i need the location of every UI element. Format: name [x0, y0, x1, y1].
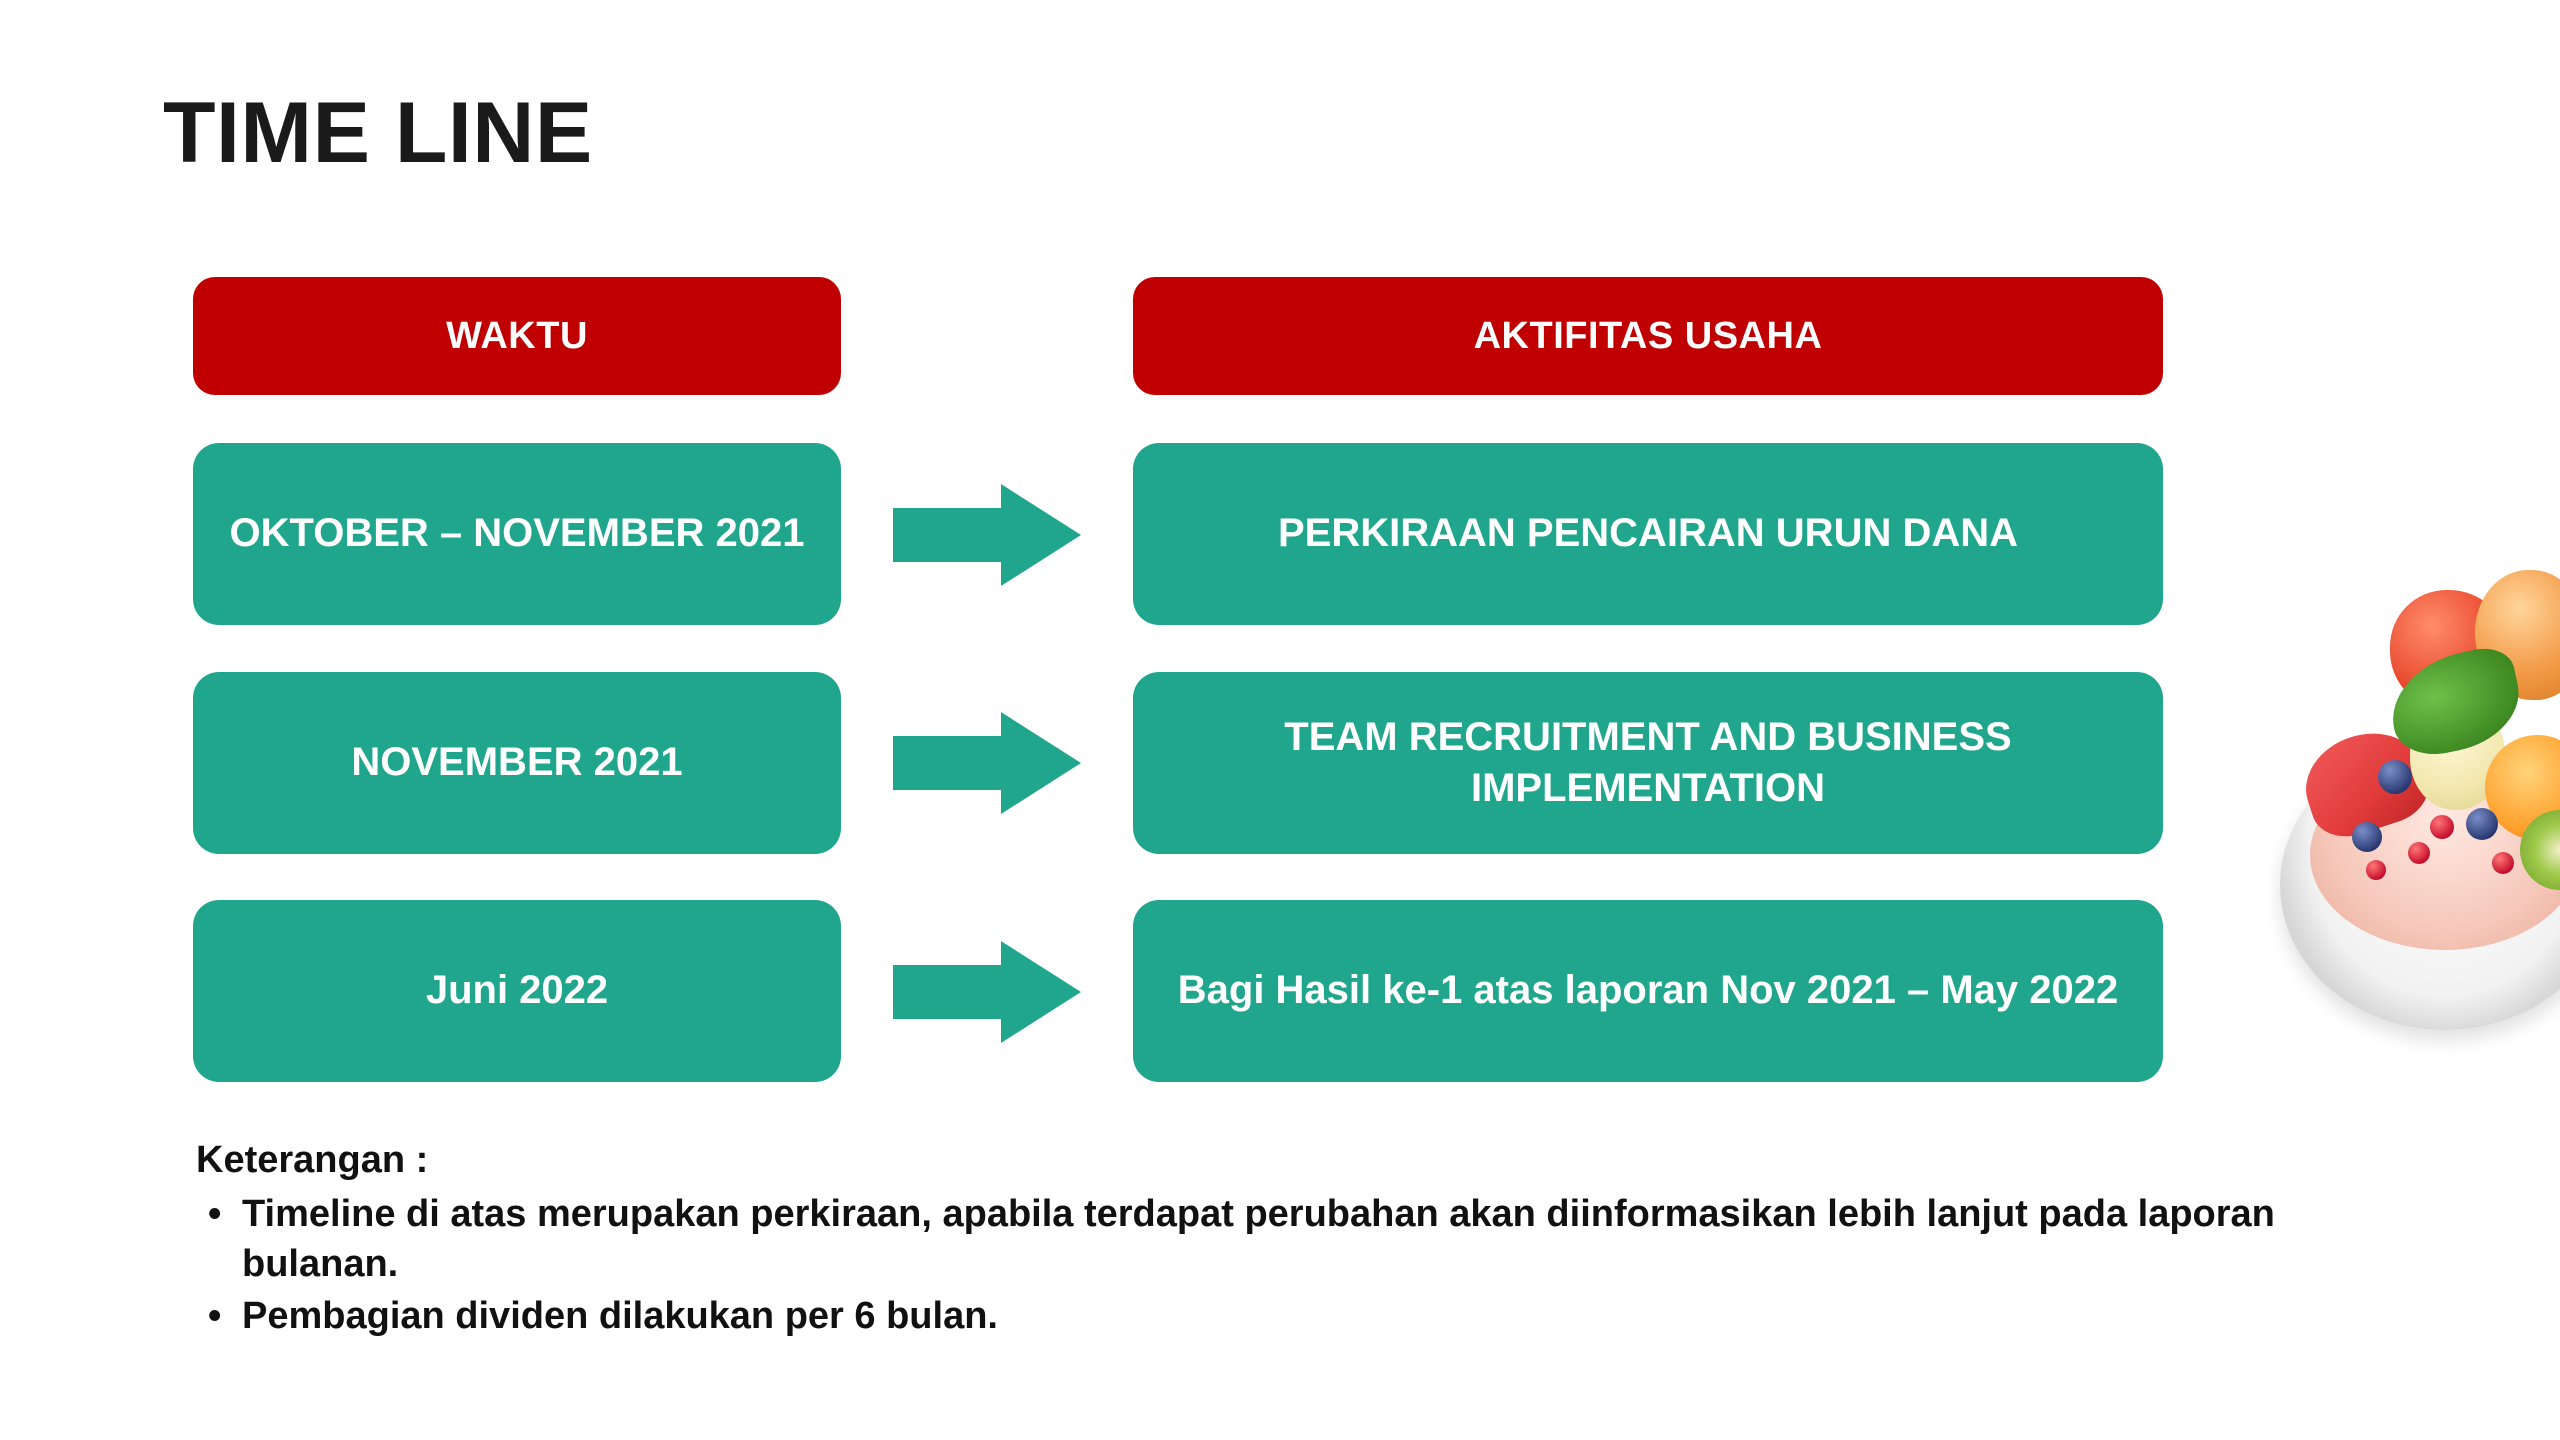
pomegranate-seed: [2430, 815, 2454, 839]
pomegranate-seed: [2366, 860, 2386, 880]
cell-waktu: OKTOBER – NOVEMBER 2021: [193, 443, 841, 625]
blueberry: [2352, 822, 2382, 852]
blueberry: [2466, 808, 2498, 840]
notes-block: [196, 1135, 2376, 1344]
arrow-right-icon: [893, 480, 1083, 590]
arrow-right-icon: [893, 937, 1083, 1047]
pomegranate-seed: [2492, 852, 2514, 874]
table-header-waktu: WAKTU: [193, 277, 841, 395]
page-title: TIME LINE: [163, 85, 593, 181]
cell-waktu: Juni 2022: [193, 900, 841, 1082]
table-header-aktifitas: AKTIFITAS USAHA: [1133, 277, 2163, 395]
cell-aktifitas: PERKIRAAN PENCAIRAN URUN DANA: [1133, 443, 2163, 625]
cell-aktifitas: Bagi Hasil ke-1 atas laporan Nov 2021 – May 2022: [1133, 900, 2163, 1082]
cell-aktifitas: TEAM RECRUITMENT AND BUSINESS IMPLEMENTATION: [1133, 672, 2163, 854]
list-item: • Pembagian dividen dilakukan per 6 bulan.: [242, 1291, 2376, 1341]
arrow-right-icon: [893, 708, 1083, 818]
notes-title: Keterangan :: [196, 1139, 429, 1181]
fruit-bowl-photo: [2270, 560, 2560, 1120]
notes-list: [196, 1189, 2376, 1341]
list-item: • Timeline di atas merupakan perkiraan, apabila terdapat perubahan akan diinformasikan lebih lanjut pada laporan bulanan.: [242, 1189, 2376, 1289]
pomegranate-seed: [2408, 842, 2430, 864]
cell-waktu: NOVEMBER 2021: [193, 672, 841, 854]
blueberry: [2378, 760, 2412, 794]
